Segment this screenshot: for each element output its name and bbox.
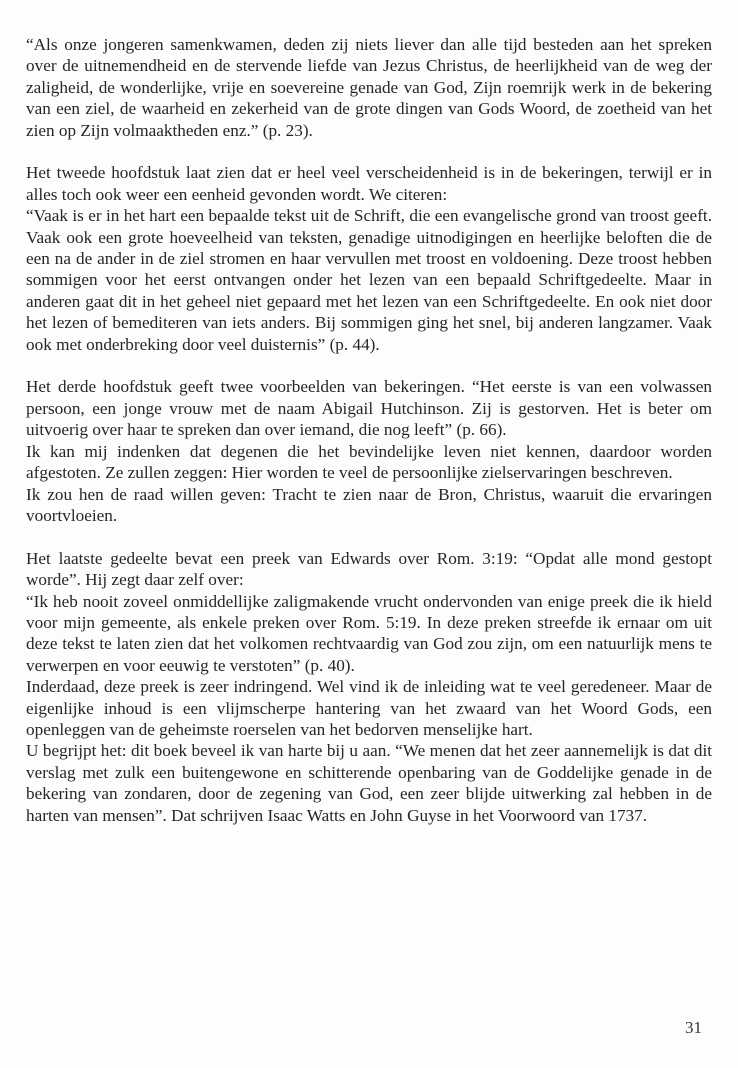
paragraph-advice: Ik zou hen de raad willen geven: Tracht te zien naar de Bron, Christus, waaruit die ervaringen voortvloeien. [26, 484, 712, 525]
page-number: 31 [685, 1018, 702, 1037]
paragraph-last-part: Het laatste gedeelte bevat een preek van Edwards over Rom. 3:19: “Opdat alle mond gestopt worde”. Hij zegt daar zelf over: [26, 548, 712, 590]
paragraph-quote-sermons: “Ik heb nooit zoveel onmiddellijke zaligmakende vrucht ondervonden van enige preek die ik hield voor mijn gemeente, als enkele preken over Rom. 5:19. In deze preken streefde ik ernaar om uit deze tekst te laten zien dat het volkomen rechtvaardig van God zou zijn, om een natuurlijk mens te verwerpen en voor eeuwig te verstoten” (p. 40). [26, 591, 712, 675]
paragraph-sermon-assessment: Inderdaad, deze preek is zeer indringend. Wel vind ik de inleiding wat te veel geredeneer. Maar de eigenlijke inhoud is een vlijmscherpe hantering van het zwaard van het Woord Gods, een openleggen van de geheimste roerselen van het bedorven menselijke hart. [26, 677, 712, 739]
body-text [26, 34, 712, 826]
paragraph-quote-youth: “Als onze jongeren samenkwamen, deden zij niets liever dan alle tijd besteden aan het spreken over de uitnemendheid en de stervende liefde van Jezus Christus, de heerlijkheid van de weg der zaligheid, de wonderlijke, vrije en soevereine genade van God, Zijn roemrijk werk in de bekering van een ziel, de waarheid en zekerheid van de grote dingen van Gods Woord, de zoetheid van het zien op Zijn volmaaktheden enz.” (p. 23). [26, 35, 712, 140]
paragraph-chapter-three: Het derde hoofdstuk geeft twee voorbeelden van bekeringen. “Het eerste is van een volwassen persoon, een jonge vrouw met de naam Abigail Hutchinson. Zij is gestorven. Het is beter om uitvoerig over haar te spreken dan over iemand, die nog leeft” (p. 66). [26, 377, 712, 440]
paragraph-chapter-two: Het tweede hoofdstuk laat zien dat er heel veel verscheidenheid is in de bekeringen, terwijl er in alles toch ook weer een eenheid gevonden wordt. We citeren: [26, 163, 712, 204]
paragraph-experiential-life: Ik kan mij indenken dat degenen die het bevindelijke leven niet kennen, daardoor worden afgestoten. Ze zullen zeggen: Hier worden te veel de persoonlijke zielservaringen beschreven. [26, 441, 712, 483]
paragraph-quote-comfort: “Vaak is er in het hart een bepaalde tekst uit de Schrift, die een evangelische grond van troost geeft. Vaak ook een grote hoeveelheid van teksten, genadige uitnodigingen en heerlijke beloften die de een na de ander in de ziel stromen en haar vervullen met troost en voldoening. Deze troost hebben sommigen voor het eerst ontvangen onder het lezen van een bepaald Schriftgedeelte. Maar in anderen gaat dit in het geheel niet gepaard met het lezen van een Schriftgedeelte. En ook niet door het lezen of bemediteren van iets anders. Bij sommigen ging het snel, bij anderen langzamer. Vaak ook met onderbreking door veel duisternis” (p. 44). [26, 206, 712, 354]
paragraph-recommendation: U begrijpt het: dit boek beveel ik van harte bij u aan. “We menen dat het zeer aannemelijk is dat dit verslag met zulk een buitengewone en schitterende openbaring van de Goddelijke genade in de bekering van zondaren, door de zegening van God, een zeer blijde uitwerking zal hebben in de harten van mensen”. Dat schrijven Isaac Watts en John Guyse in het Voorwoord van 1737. [26, 741, 712, 825]
